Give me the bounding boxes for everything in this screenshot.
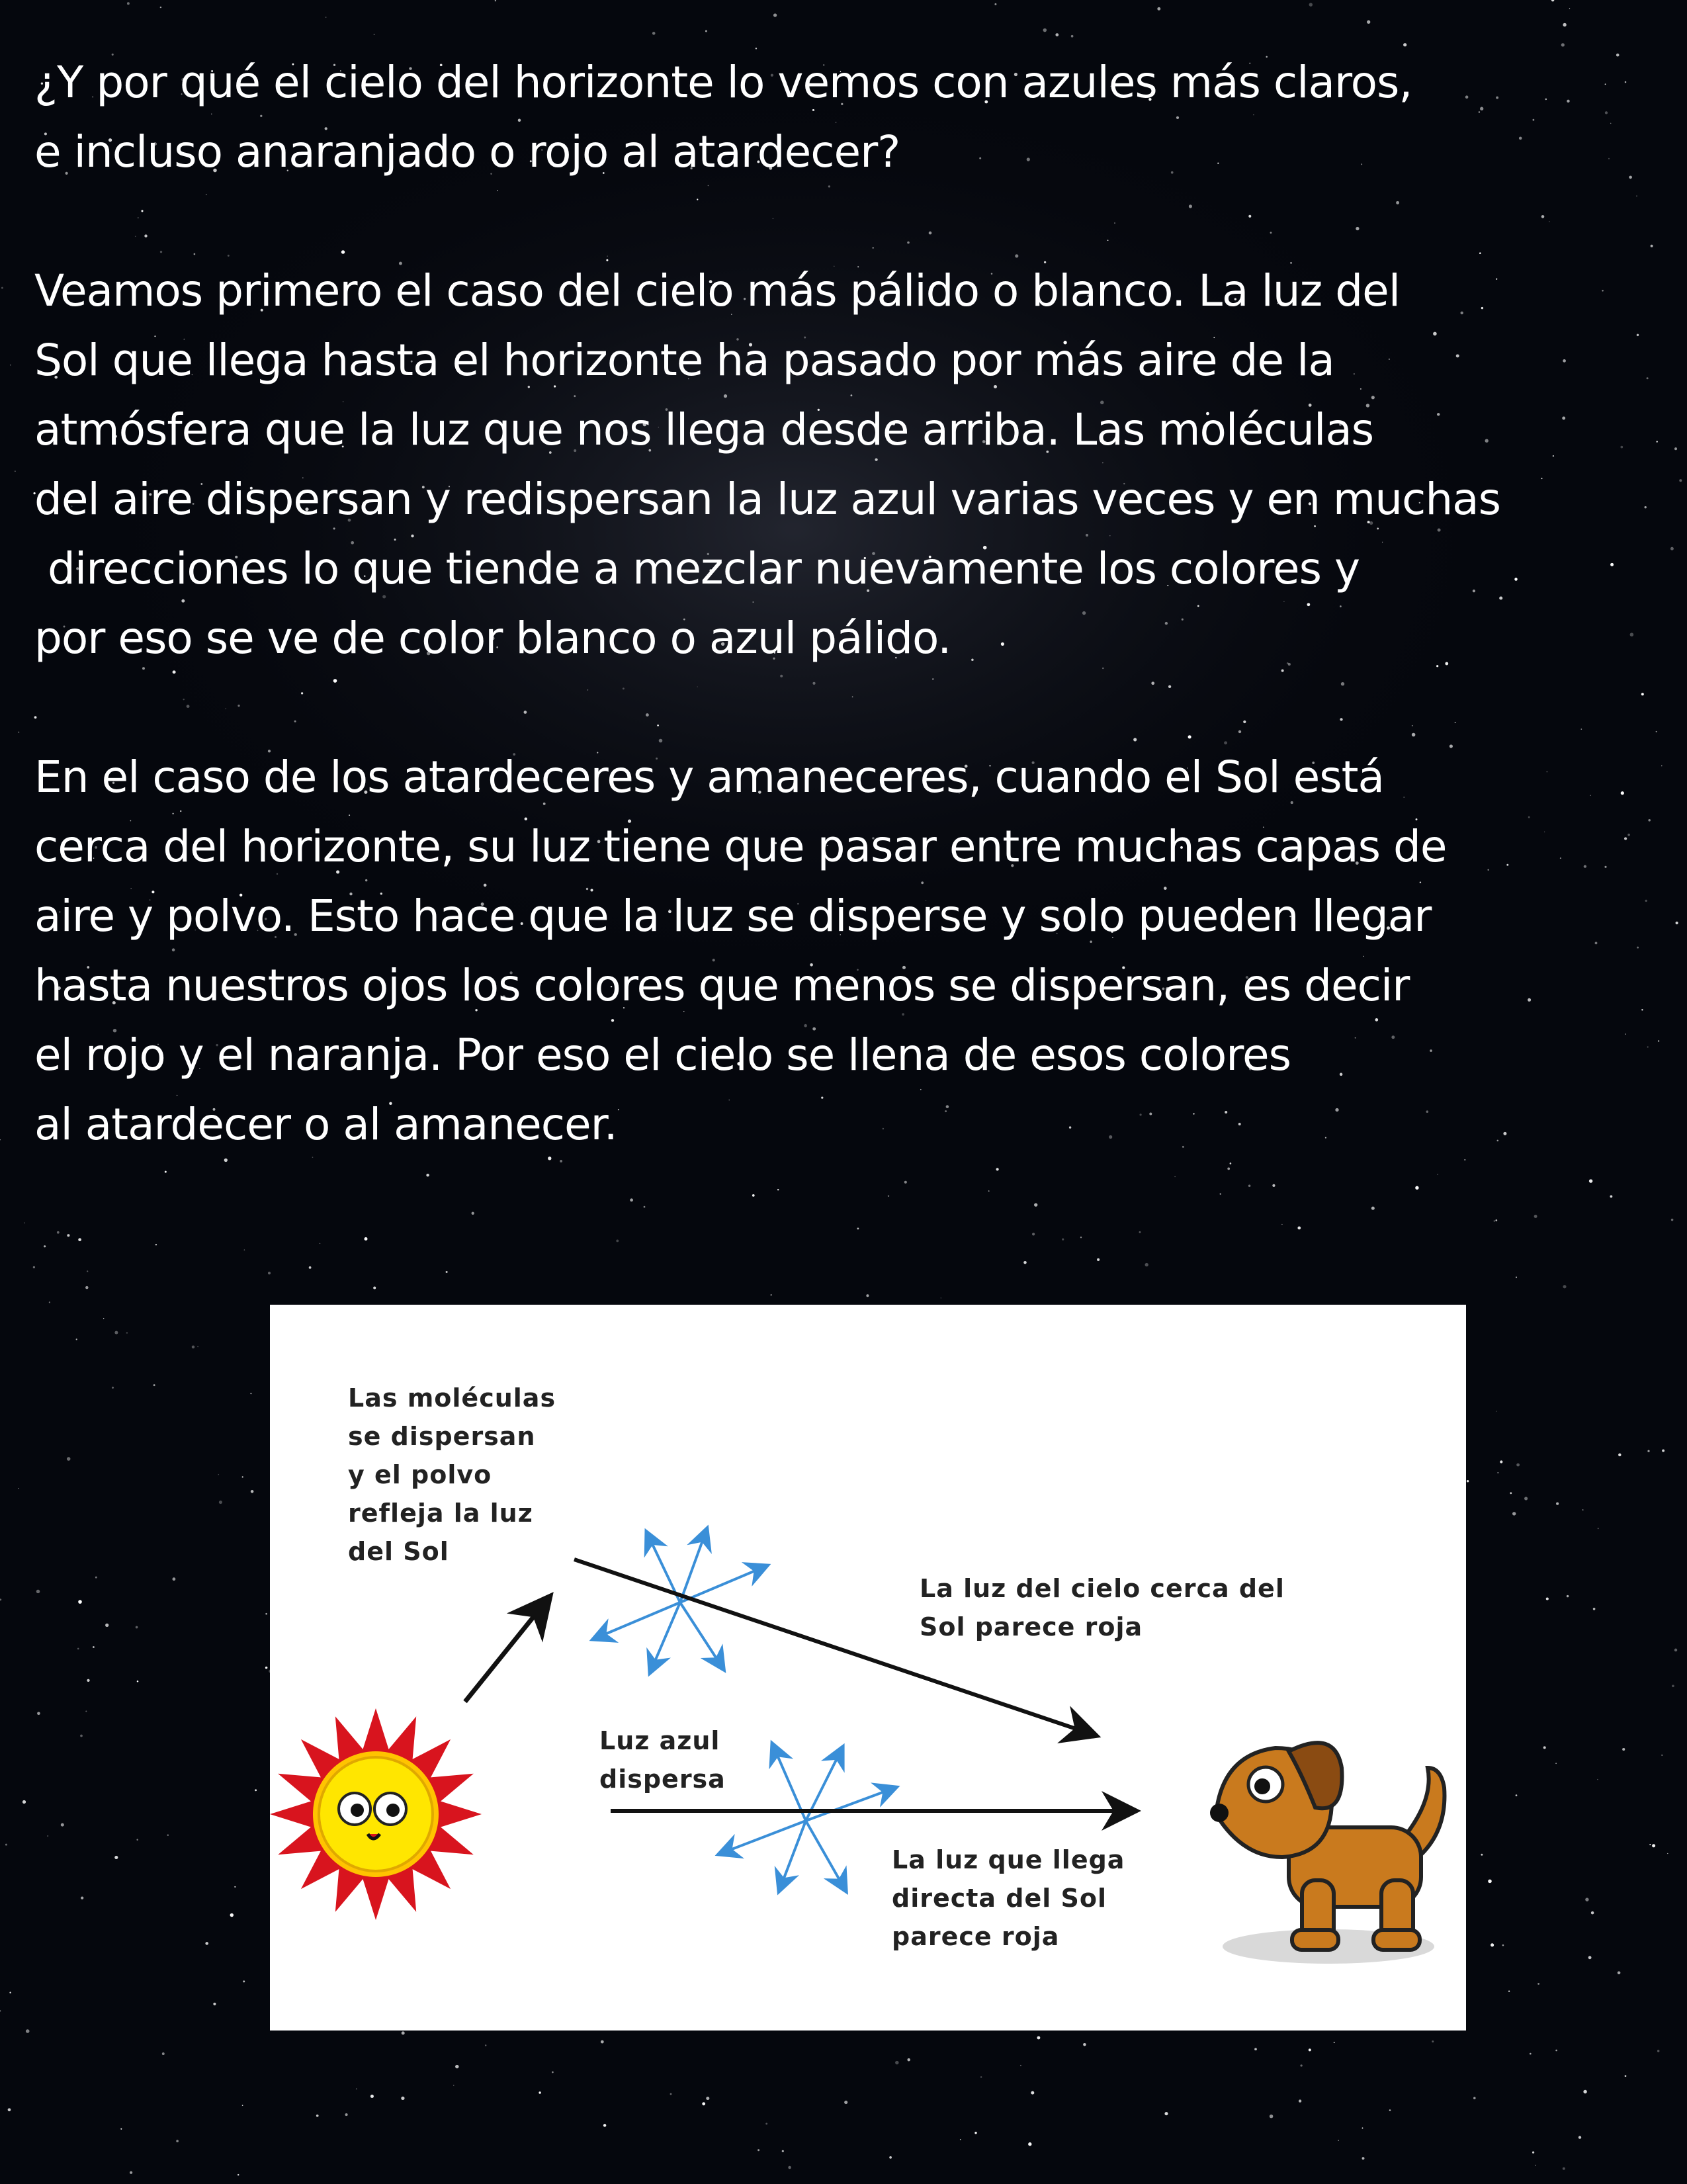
- text-line: direcciones lo que tiende a mezclar nuevamente los colores y: [34, 543, 1360, 594]
- text-line: En el caso de los atardeceres y amaneceres, cuando el Sol está: [34, 752, 1384, 803]
- paragraph-spacer: [34, 673, 1662, 742]
- sun-upward-arrow: [465, 1599, 548, 1702]
- dog-icon: [1210, 1743, 1444, 1964]
- text-line: al atardecer o al amanecer.: [34, 1099, 617, 1150]
- text-line: el rojo y el naranja. Por eso el cielo se llena de esos colores: [34, 1029, 1291, 1080]
- text-line: hasta nuestros ojos los colores que menos se dispersan, es decir: [34, 960, 1410, 1011]
- text-line: por eso se ve de color blanco o azul pálido.: [34, 613, 951, 664]
- paragraph-1: [34, 48, 1662, 187]
- article-text: [34, 48, 1662, 1159]
- lower-scatter-star: [720, 1745, 895, 1890]
- label-sky-near-sun: La luz del cielo cerca del Sol parece roja: [920, 1574, 1285, 1641]
- text-line: del aire dispersan y redispersan la luz azul varias veces y en muchas: [34, 474, 1500, 525]
- upper-scatter-star: [594, 1530, 766, 1672]
- text-line: Veamos primero el caso del cielo más pálido o blanco. La luz del: [34, 265, 1401, 316]
- text-line: cerca del horizonte, su luz tiene que pasar entre muchas capas de: [34, 821, 1447, 872]
- text-line: e incluso anaranjado o rojo al atardecer?: [34, 126, 900, 177]
- label-direct-light: La luz que llega directa del Sol parece roja: [892, 1845, 1125, 1951]
- paragraph-3: [34, 742, 1662, 1159]
- paragraph-spacer: [34, 187, 1662, 256]
- paragraph-2: [34, 256, 1662, 673]
- text-line: atmósfera que la luz que nos llega desde arriba. Las moléculas: [34, 404, 1374, 455]
- text-line: aire y polvo. Esto hace que la luz se disperse y solo pueden llegar: [34, 891, 1432, 941]
- scattering-diagram: [270, 1305, 1466, 2031]
- sun-icon: [270, 1708, 482, 1920]
- label-molecules: Las moléculas se dispersan y el polvo refleja la luz del Sol: [348, 1383, 556, 1566]
- label-blue-scattered: Luz azul dispersa: [599, 1726, 726, 1794]
- text-line: ¿Y por qué el cielo del horizonte lo vemos con azules más claros,: [34, 57, 1412, 108]
- text-line: Sol que llega hasta el horizonte ha pasado por más aire de la: [34, 335, 1334, 386]
